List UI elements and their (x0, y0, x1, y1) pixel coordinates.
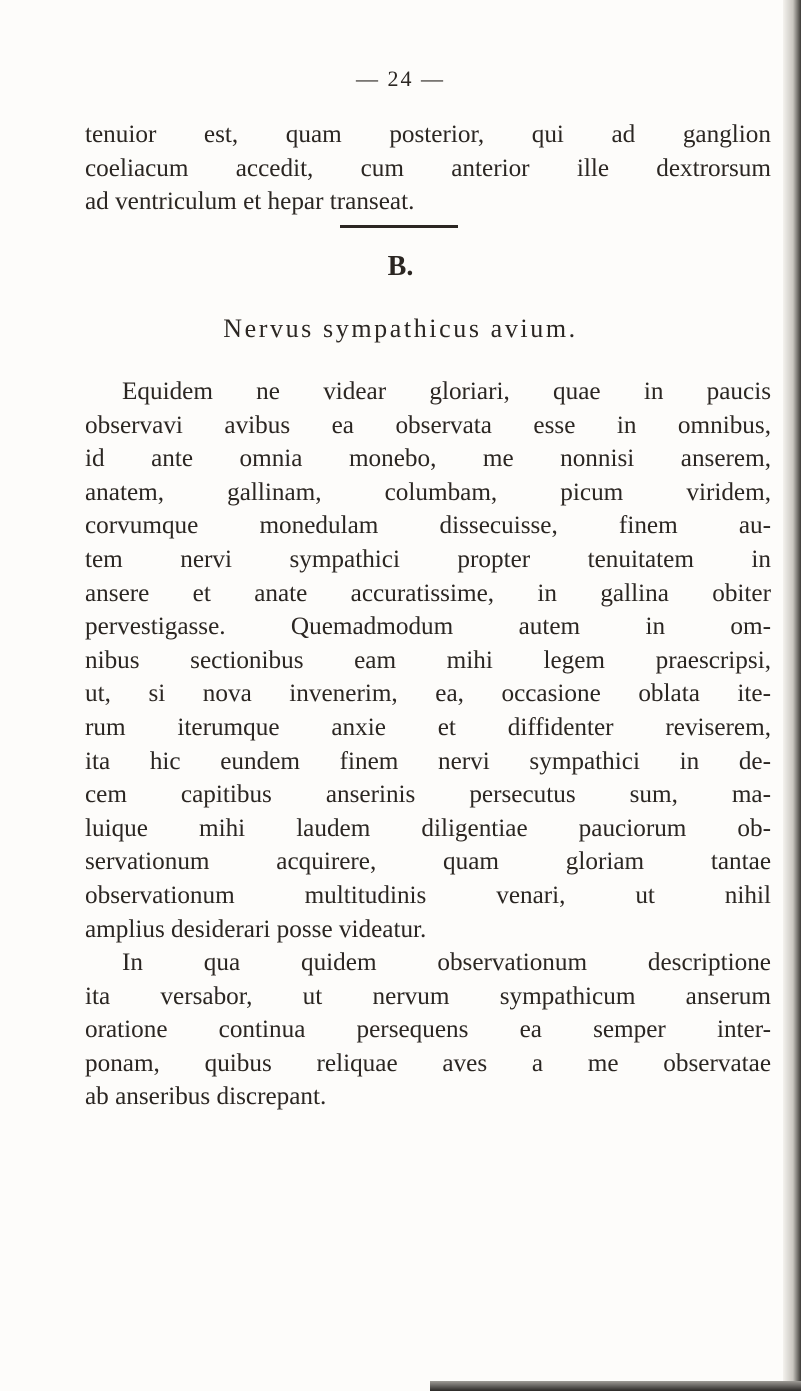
text-line: ut, si nova invenerim, ea, occasione oblata ite- (85, 680, 771, 708)
page-edge-shadow (783, 0, 801, 1391)
text-line: id ante omnia monebo, me nonnisi anserem, (85, 445, 771, 473)
text-line: ponam, quibus reliquae aves a me observatae (85, 1049, 771, 1077)
text-line: ad ventriculum et hepar transeat. (85, 188, 415, 216)
text-line: ansere et anate accuratissime, in gallina obiter (85, 579, 771, 607)
text-line: oratione continua persequens ea semper inter- (85, 1016, 771, 1044)
text-line: observationum multitudinis venari, ut nihil (85, 881, 771, 909)
page-bottom-shadow (430, 1381, 801, 1391)
text-line: tem nervi sympathici propter tenuitatem in (85, 545, 771, 573)
intro-paragraph (85, 118, 771, 219)
text-line: corvumque monedulam dissecuisse, finem au- (85, 512, 771, 540)
text-line: ita versabor, ut nervum sympathicum anserum (85, 982, 771, 1010)
section-heading: Nervus sympathicus avium. (223, 314, 578, 343)
text-line: rum iterumque anxie et diffidenter reviserem, (85, 713, 771, 741)
section-divider (340, 225, 458, 228)
text-line: pervestigasse. Quemadmodum autem in om- (85, 613, 771, 641)
text-line: tenuior est, quam posterior, qui ad ganglion (85, 121, 771, 148)
text-line: cem capitibus anserinis persecutus sum, ma- (85, 781, 771, 809)
text-line: nibus sectionibus eam mihi legem praescripsi, (85, 646, 771, 674)
text-line: servationum acquirere, quam gloriam tantae (85, 848, 771, 876)
text-line: ita hic eundem finem nervi sympathici in de- (85, 747, 771, 775)
text-line: anatem, gallinam, columbam, picum viridem, (85, 478, 771, 506)
body-text (85, 375, 771, 1114)
text-line: coeliacum accedit, cum anterior ille dextrorsum (85, 154, 771, 182)
text-line: observavi avibus ea observata esse in omnibus, (85, 411, 771, 439)
text-line: luique mihi laudem diligentiae pauciorum ob- (85, 814, 771, 842)
page-number: — 24 — (356, 66, 445, 91)
text-line: amplius desiderari posse videatur. (85, 915, 427, 943)
text-line: In qua quidem observationum descriptione (122, 949, 771, 977)
section-letter: B. (387, 251, 414, 282)
text-line: Equidem ne videar gloriari, quae in paucis (122, 378, 771, 405)
text-line: ab anseribus discrepant. (85, 1083, 327, 1111)
